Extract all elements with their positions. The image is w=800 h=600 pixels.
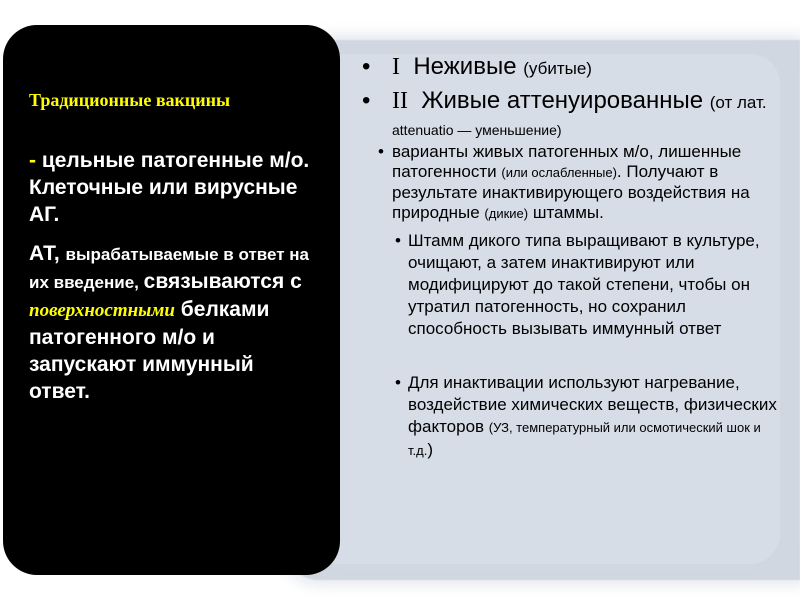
left-point2-rest: белками патогенного м/о и запускают иммунный ответ. (29, 298, 270, 403)
left-point-whole-pathogens (29, 147, 320, 228)
item2-text: Живые аттенуированные (421, 87, 710, 114)
sub-live-variants (362, 142, 782, 224)
sub-inactivation-methods (362, 372, 782, 462)
left-point2-produced: вырабатываемые в ответ на их введение, (29, 245, 309, 292)
left-point1-text: цельные патогенные м/о. Клеточные или вирусные АГ. (29, 149, 310, 226)
bullet-icon: • (362, 53, 371, 80)
left-panel (3, 25, 340, 575)
right-content (362, 52, 782, 462)
left-point1-dash: - (29, 149, 42, 172)
sub1-e: штаммы. (528, 203, 604, 222)
bullet-icon: • (378, 142, 384, 161)
sub1-c: . Получают в результате инактивирующего воздействия на природные (392, 162, 750, 222)
item1-paren: (убитые) (523, 59, 592, 78)
sub1-d: (дикие) (484, 206, 529, 221)
bullet-icon: • (395, 231, 401, 250)
sub-wild-strain (362, 230, 782, 340)
item2-paren: (от лат. (709, 93, 767, 112)
sub3-c: ) (427, 440, 433, 459)
left-point2-bind: связываются с (143, 270, 302, 293)
item2-note: attenuatio — уменьшение) (392, 122, 562, 138)
sub3-a: Для инактивации используют нагревание, воздействие химических веществ, физических факторов (408, 373, 777, 436)
bullet-icon: • (362, 87, 371, 114)
sub1-a: варианты живых патогенных м/о, лишенные патогенности (392, 142, 742, 181)
sub1-b: (или ослабленные) (501, 165, 617, 180)
bullet-icon: • (395, 373, 401, 392)
item1-roman: I (392, 54, 400, 80)
item1-text: Неживые (413, 53, 524, 80)
spacer (362, 340, 782, 366)
item2-roman: II (392, 88, 408, 114)
item-live-attenuated (362, 86, 782, 118)
sub3-b: (УЗ, температурный или осмотический шок и т.д. (408, 420, 761, 458)
left-point-antibodies (29, 240, 320, 405)
left-point2-surface: поверхностными (29, 300, 175, 321)
left-title: Традиционные вакцины (29, 90, 231, 110)
sub2-text: Штамм дикого типа выращивают в культуре, очищают, а затем инактивируют или модифицируют до такой степени, чтобы он утратил патогенность, но сохранил способность вызывать иммунный ответ (408, 231, 760, 338)
item-inactivated (362, 52, 782, 84)
left-point2-at: АТ, (29, 242, 66, 265)
